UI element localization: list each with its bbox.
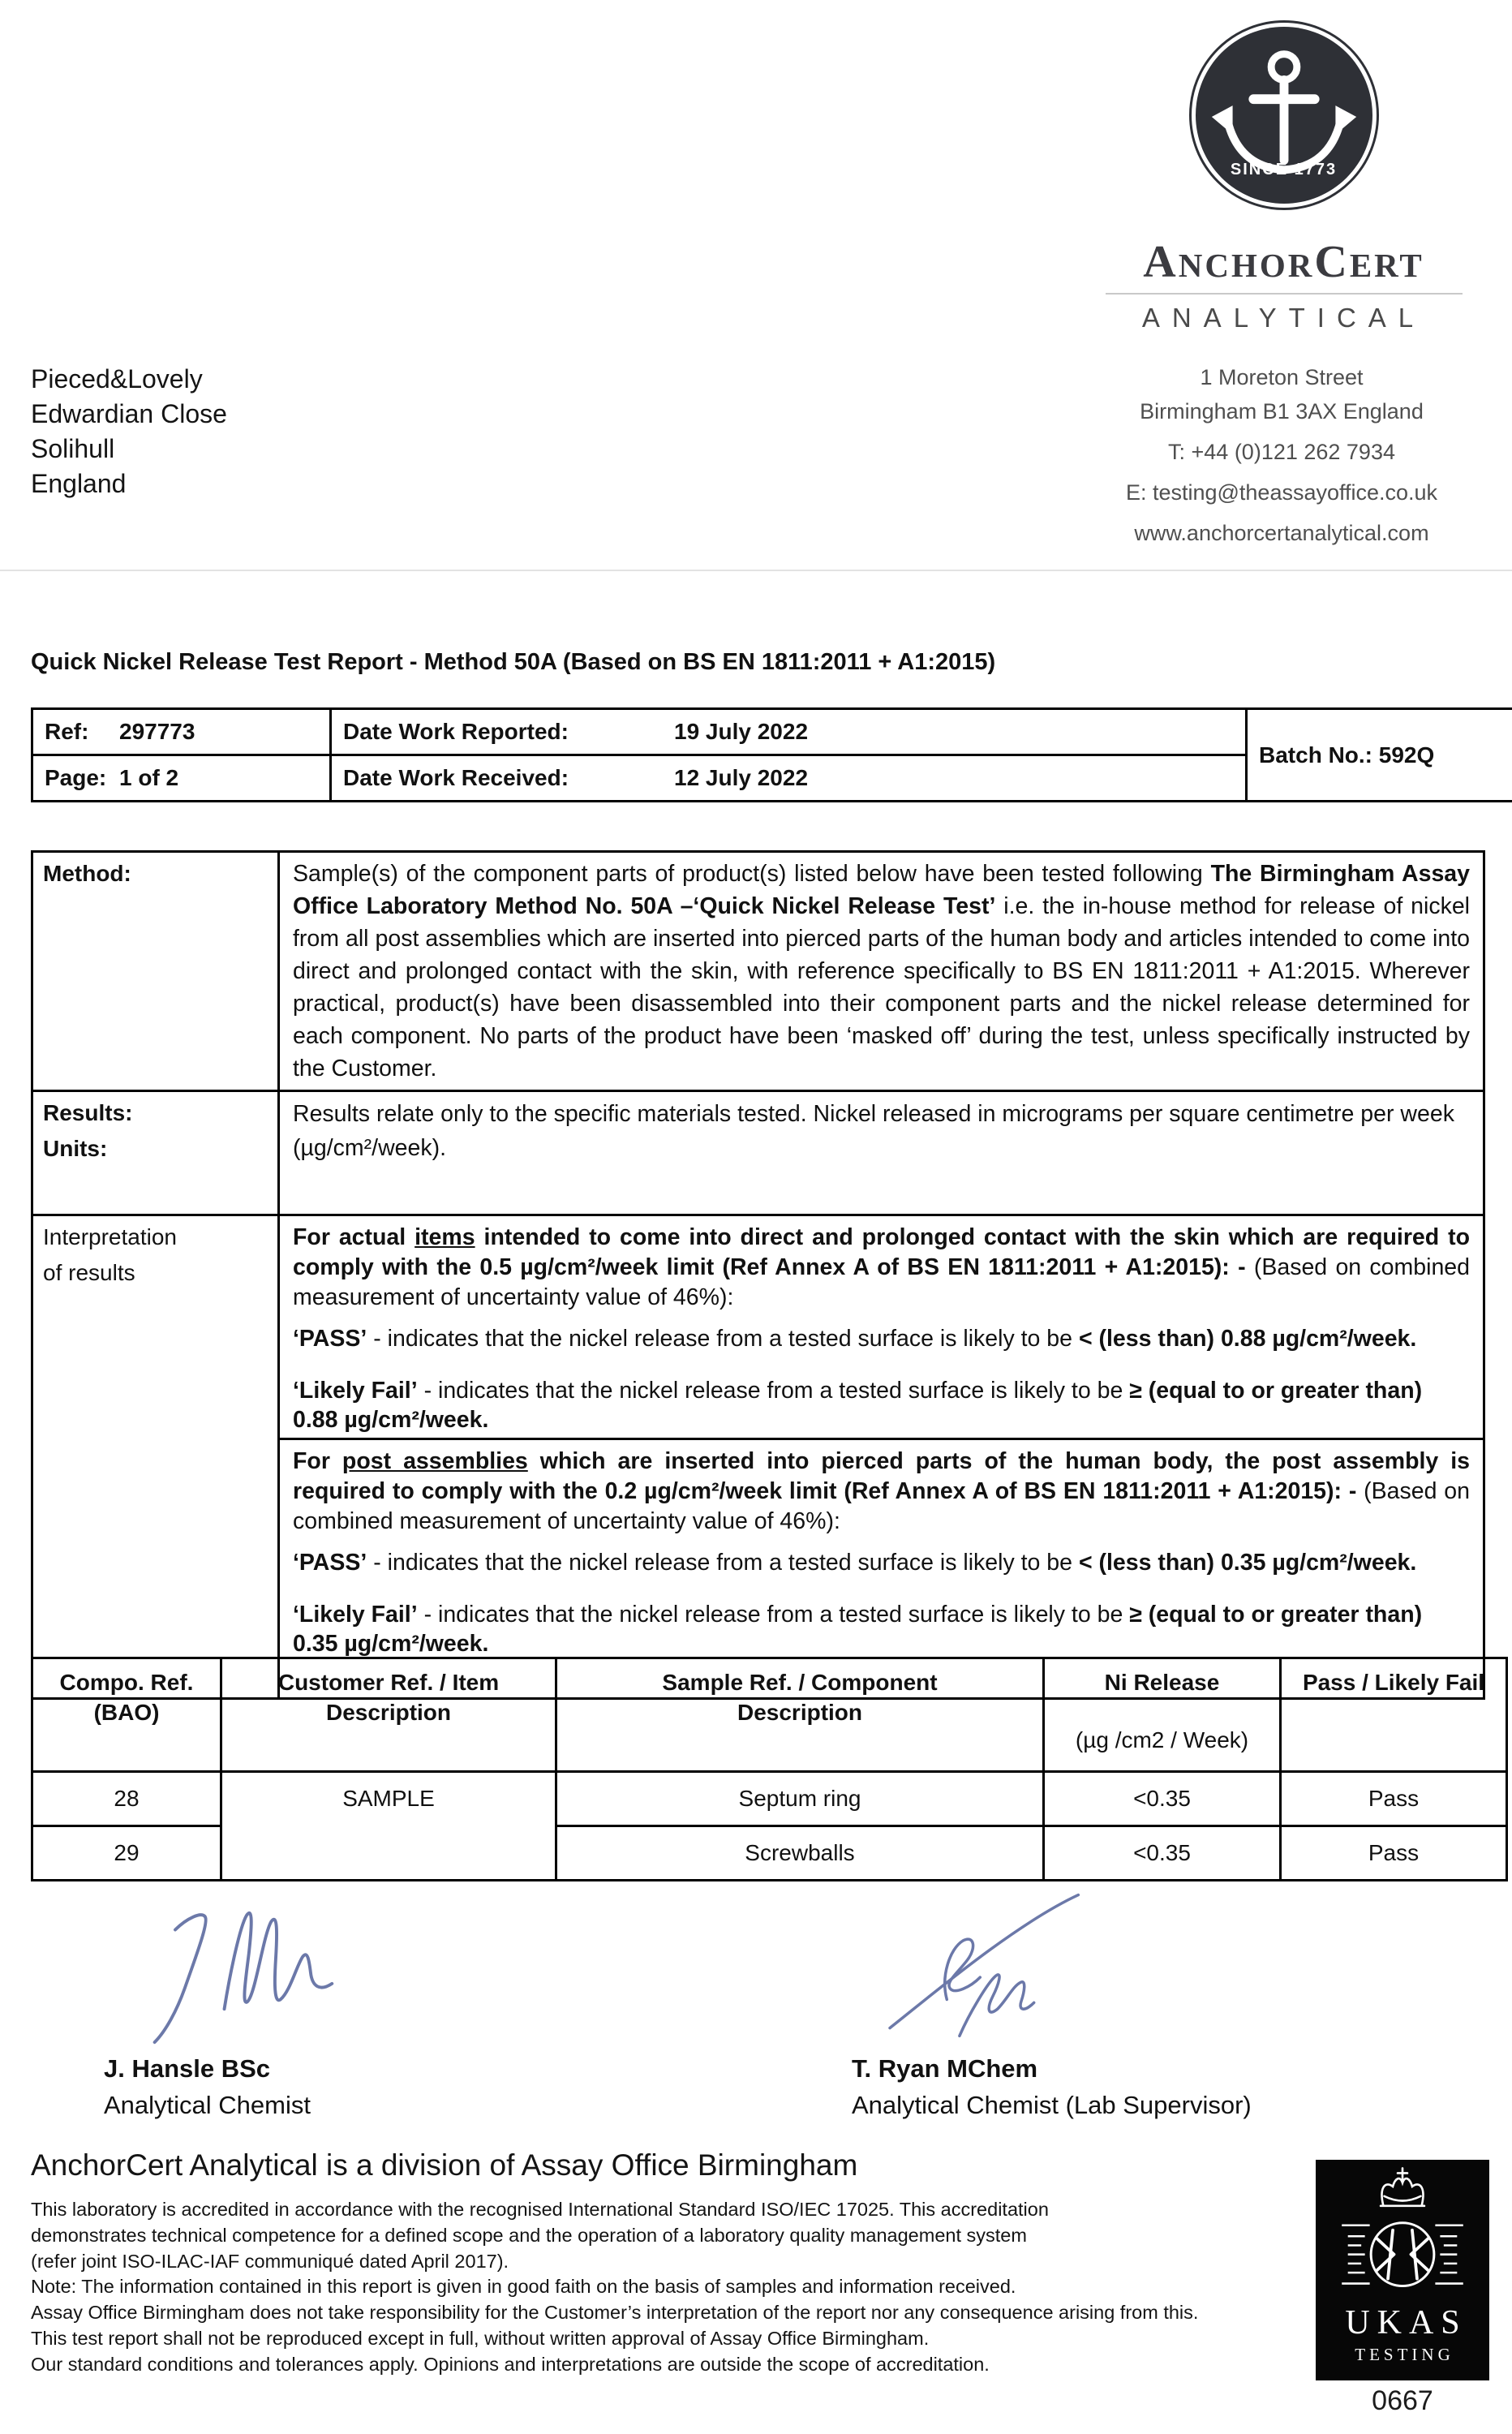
logo-wordmark: ANCHORCERT	[1143, 237, 1424, 287]
sample-ref-value: Septum ring	[556, 1772, 1044, 1826]
customer-address	[31, 362, 227, 501]
reference-table	[31, 707, 1512, 802]
anchor-badge	[1196, 27, 1372, 204]
method-row	[32, 852, 1484, 1091]
table-row	[32, 1772, 1507, 1826]
lab-contact-details	[1079, 365, 1484, 555]
date-received-value: 12 July 2022	[674, 765, 809, 790]
lab-city: Birmingham B1 3AX England	[1140, 399, 1424, 424]
interpretation-skin-row	[32, 1215, 1484, 1439]
ukas-crown-icon	[1321, 2165, 1484, 2304]
small-print-line: Note: The information contained in this report is given in good faith on the basis of samples and information received.	[31, 2276, 1016, 2298]
header-divider	[0, 570, 1512, 571]
small-print-line: Assay Office Birmingham does not take responsibility for the Customer’s interpretation of the report nor any consequence arising from this.	[31, 2302, 1199, 2324]
interpretation-skin-cell	[279, 1215, 1484, 1439]
ref-cell	[32, 709, 331, 755]
small-print-line: This laboratory is accredited in accordance with the recognised International Standard ISO/IEC 17025. This accreditation	[31, 2199, 1049, 2220]
compo-ref-value: 28	[32, 1772, 221, 1826]
method-info-table	[31, 850, 1485, 1700]
signature-icon	[120, 1881, 363, 2047]
ukas-logo	[1316, 2160, 1489, 2380]
accreditation-small-print	[31, 2197, 1308, 2378]
signatory-name: J. Hansle BSc	[104, 2054, 271, 2083]
page-cell	[32, 755, 331, 802]
post-limit-paragraph: For post assemblies which are inserted into pierced parts of the human body, the post assembly is required to comply with the 0.2 µg/cm²/week limit (Ref Annex A of BS EN 1811:2011 + A1:2015): - (Based on combined measurement of uncertainty value of 46%):	[293, 1448, 1471, 1534]
signatory-role: Analytical Chemist (Lab Supervisor)	[852, 2091, 1252, 2119]
ref-value: 297773	[119, 719, 195, 744]
batch-cell: Batch No.: 592Q	[1247, 709, 1512, 802]
logo-divider	[1106, 293, 1463, 295]
date-reported-value: 19 July 2022	[674, 719, 809, 744]
verdict-value: Pass	[1281, 1772, 1507, 1826]
results-units-label: Results: Units:	[32, 1091, 279, 1215]
customer-street: Edwardian Close	[31, 399, 227, 428]
compo-ref-value: 29	[32, 1826, 221, 1881]
sample-ref-value: Screwballs	[556, 1826, 1044, 1881]
customer-name: Pieced&Lovely	[31, 364, 203, 393]
date-received-cell	[331, 755, 1247, 802]
lab-website: www.anchorcertanalytical.com	[1134, 521, 1429, 545]
header-verdict: Pass / Likely Fail	[1281, 1658, 1507, 1772]
signatory-block-1	[96, 1881, 615, 2120]
ni-release-value: <0.35	[1044, 1772, 1281, 1826]
ukas-type-label: TESTING	[1355, 2345, 1454, 2364]
division-statement: AnchorCert Analytical is a division of Assay Office Birmingham	[31, 2148, 858, 2182]
method-label: Method:	[32, 852, 279, 1091]
ref-label: Ref:	[45, 719, 89, 744]
signatory-block-2	[844, 1881, 1363, 2120]
page-value: 1 of 2	[119, 765, 179, 790]
table-header-row	[32, 1658, 1507, 1772]
lab-phone: T: +44 (0)121 262 7934	[1168, 440, 1395, 464]
anchorcert-logo	[1099, 20, 1468, 333]
logo-subtitle: ANALYTICAL	[1141, 303, 1426, 333]
signatory-name: T. Ryan MChem	[852, 2054, 1038, 2083]
skin-fail-definition: ‘Likely Fail’ - indicates that the nickel release from a tested surface is likely to be ≥ (equal to or greater than) 0.88 µg/cm²/week.	[293, 1378, 1423, 1433]
date-reported-label: Date Work Reported:	[343, 719, 569, 744]
post-pass-definition: ‘PASS’ - indicates that the nickel release from a tested surface is likely to be < (less than) 0.35 µg/cm²/week.	[293, 1550, 1417, 1576]
date-received-label: Date Work Received:	[343, 765, 569, 790]
verdict-value: Pass	[1281, 1826, 1507, 1881]
header-sample-ref: Sample Ref. / Component Description	[556, 1658, 1044, 1772]
small-print-line: (refer joint ISO-ILAC-IAF communiqué dated April 2017).	[31, 2250, 509, 2272]
ukas-wordmark: UKAS	[1345, 2304, 1467, 2342]
method-text-cell	[279, 852, 1484, 1091]
skin-pass-definition: ‘PASS’ - indicates that the nickel release from a tested surface is likely to be < (less than) 0.88 µg/cm²/week.	[293, 1326, 1417, 1352]
lab-email: E: testing@theassayoffice.co.uk	[1125, 480, 1438, 505]
results-text-cell	[279, 1091, 1484, 1215]
signatory-role: Analytical Chemist	[104, 2091, 311, 2119]
customer-ref-value: SAMPLE	[221, 1772, 556, 1881]
interpretation-label: Interpretation of results	[32, 1215, 279, 1699]
method-paragraph: Sample(s) of the component parts of product(s) listed below have been tested following The Birmingham Assay Office Laboratory Method No. 50A –‘Quick Nickel Release Test’ i.e. the in-house method for release of nickel from all post assemblies which are inserted into pierced parts of the human body and articles intended to come into direct and prolonged contact with the skin, with reference specifically to BS EN 1811:2011 + A1:2015. Wherever practical, product(s) have been disassembled into their component parts and the nickel release determined for each component. No parts of the product have been ‘masked off’ during the test, unless specifically instructed by the Customer.	[293, 861, 1471, 1082]
results-paragraph: Results relate only to the specific materials tested. Nickel released in micrograms per square centimetre per week (µg/cm²/week).	[293, 1101, 1454, 1161]
ni-release-value: <0.35	[1044, 1826, 1281, 1881]
header-customer-ref: Customer Ref. / Item Description	[221, 1658, 556, 1772]
customer-town: Solihull	[31, 434, 115, 463]
signature-icon	[868, 1881, 1111, 2047]
results-data-table	[31, 1657, 1508, 1881]
skin-limit-paragraph: For actual items intended to come into direct and prolonged contact with the skin which are required to comply with the 0.5 µg/cm²/week limit (Ref Annex A of BS EN 1811:2011 + A1:2015): - (Based on combined measurement of uncertainty value of 46%):	[293, 1224, 1471, 1310]
results-units-row	[32, 1091, 1484, 1215]
table-row	[32, 709, 1512, 755]
report-title: Quick Nickel Release Test Report - Method 50A (Based on BS EN 1811:2011 + A1:2015)	[31, 649, 996, 675]
post-fail-definition: ‘Likely Fail’ - indicates that the nickel release from a tested surface is likely to be ≥ (equal to or greater than) 0.35 µg/cm²/week.	[293, 1602, 1423, 1657]
small-print-line: Our standard conditions and tolerances apply. Opinions and interpretations are outside the scope of accreditation.	[31, 2353, 990, 2375]
page-label: Page:	[45, 765, 107, 790]
header-compo-ref: Compo. Ref. (BAO)	[32, 1658, 221, 1772]
logo-since-text: SINCE 1773	[1230, 161, 1338, 178]
ukas-number: 0667	[1372, 2385, 1433, 2416]
ukas-accreditation-mark	[1316, 2160, 1489, 2417]
date-reported-cell	[331, 709, 1247, 755]
small-print-line: demonstrates technical competence for a defined scope and the operation of a laboratory quality management system	[31, 2224, 1027, 2246]
header-ni-release: Ni Release (µg /cm2 / Week)	[1044, 1658, 1281, 1772]
lab-street: 1 Moreton Street	[1200, 365, 1364, 389]
small-print-line: This test report shall not be reproduced except in full, without written approval of Assay Office Birmingham.	[31, 2327, 930, 2349]
customer-country: England	[31, 469, 127, 498]
